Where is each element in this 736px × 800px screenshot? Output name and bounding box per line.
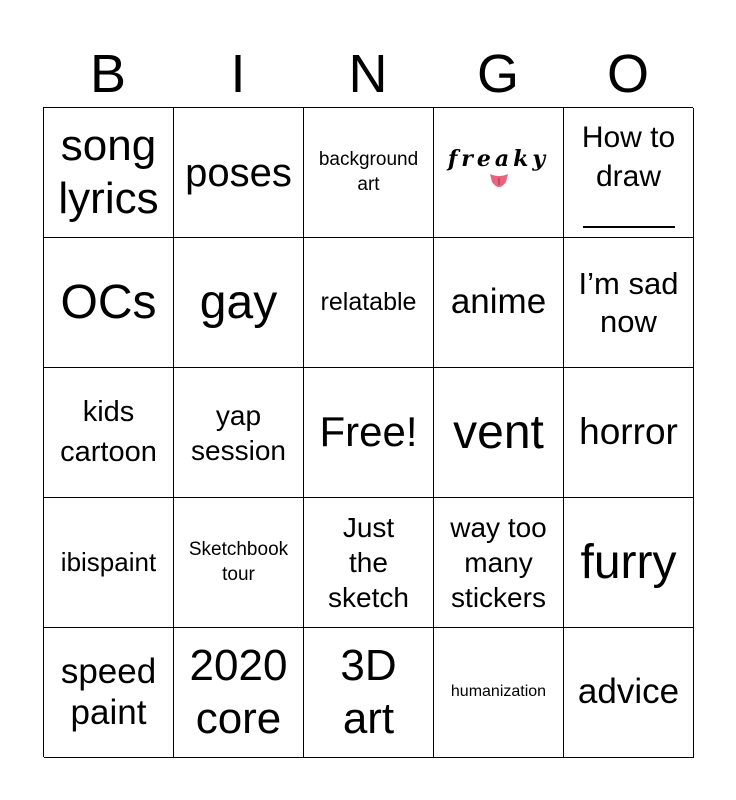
bingo-header [43, 40, 693, 108]
cell-label: Sketchbook tour [188, 538, 289, 585]
cell-label: gay [199, 275, 278, 329]
bingo-board [43, 107, 693, 757]
bingo-cell[interactable] [564, 628, 694, 758]
tongue-icon [488, 172, 510, 197]
header-letter-o: O [606, 44, 649, 104]
bingo-cell[interactable] [174, 238, 304, 368]
cell-label: Just the sketch [328, 512, 409, 613]
cell-label: speed paint [60, 652, 157, 732]
bingo-cell[interactable] [44, 498, 174, 628]
bingo-cell[interactable] [44, 238, 174, 368]
header-letter-i: I [230, 44, 246, 104]
cell-label: vent [453, 405, 544, 459]
cell-label: poses [185, 150, 292, 195]
header-letter-g: G [476, 44, 519, 104]
cell-label: OCs [60, 275, 157, 329]
bingo-cell[interactable] [434, 368, 564, 498]
cell-label: furry [580, 535, 677, 589]
bingo-cell[interactable] [304, 238, 434, 368]
bingo-cell[interactable] [434, 628, 564, 758]
cell-label: background art [318, 148, 419, 195]
cell-label: song lyrics [58, 120, 159, 223]
freaky-label [448, 148, 549, 197]
bingo-cell[interactable] [434, 238, 564, 368]
fill-in-blank [583, 226, 675, 228]
cell-label: horror [579, 411, 678, 453]
bingo-cell[interactable] [44, 368, 174, 498]
cell-label: relatable [320, 288, 417, 317]
bingo-cell[interactable] [434, 108, 564, 238]
cell-label: kids cartoon [60, 396, 157, 468]
bingo-cell[interactable] [44, 628, 174, 758]
bingo-cell[interactable] [174, 628, 304, 758]
bingo-cell[interactable] [564, 108, 694, 238]
header-letter-n: N [348, 44, 388, 104]
bingo-cell[interactable] [174, 498, 304, 628]
cell-label: humanization [450, 683, 547, 701]
cell-label: ibispaint [60, 546, 157, 577]
bingo-cell[interactable] [44, 108, 174, 238]
bingo-cell[interactable] [564, 238, 694, 368]
bingo-cell[interactable] [304, 628, 434, 758]
bingo-cell[interactable] [174, 108, 304, 238]
header-letter-b: B [89, 44, 127, 104]
bingo-cell[interactable] [564, 368, 694, 498]
cell-label: 3D art [340, 640, 397, 743]
bingo-cell[interactable] [174, 368, 304, 498]
bingo-cell[interactable] [304, 498, 434, 628]
bingo-cell[interactable] [434, 498, 564, 628]
cell-label: way too many stickers [450, 512, 547, 613]
bingo-cell[interactable] [304, 368, 434, 498]
cell-label: advice [577, 672, 680, 712]
bingo-cell[interactable] [304, 108, 434, 238]
cell-label: Free! [319, 408, 418, 456]
cell-label: How to draw [581, 120, 676, 193]
cell-label: I’m sad now [578, 266, 679, 339]
cell-label: 2020 core [189, 640, 288, 743]
cell-label: anime [450, 282, 547, 322]
cell-label: yap session [191, 399, 286, 466]
bingo-cell[interactable] [564, 498, 694, 628]
freaky-text: freaky [447, 146, 550, 172]
